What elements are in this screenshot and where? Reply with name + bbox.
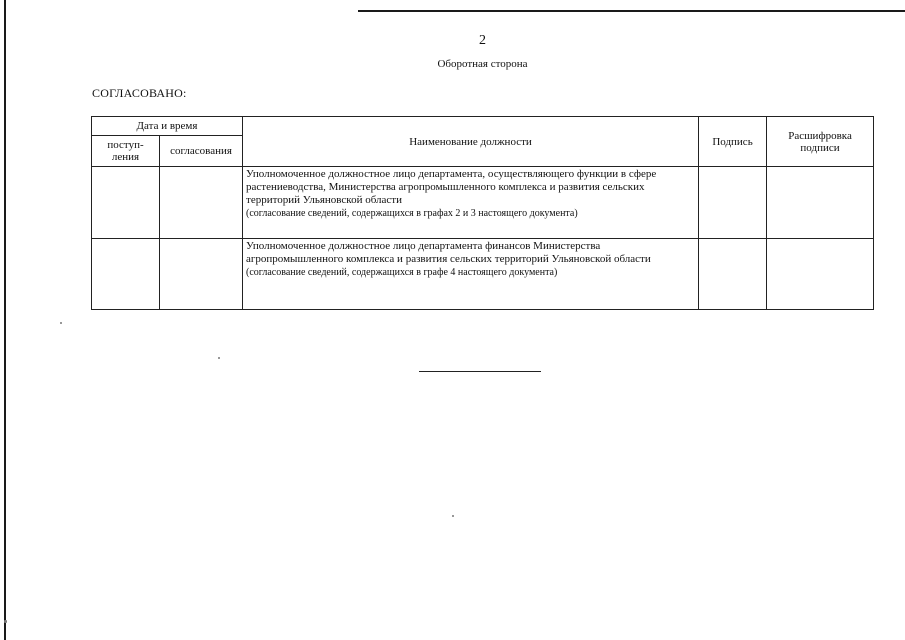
cell-position — [243, 239, 699, 310]
scan-edge-top — [358, 10, 905, 12]
cell-approval — [160, 239, 243, 310]
cell-signature-decoding — [767, 239, 874, 310]
header-approval: согласования — [160, 136, 243, 167]
position-text: Уполномоченное должностное лицо департамента, осуществляющего функции в сфере растениеводства, Министерства агропромышленного комплекса и развития сельских территорий Ульяновской области — [246, 168, 657, 206]
position-text: Уполномоченное должностное лицо департамента финансов Министерства агропромышленного комплекса и развития сельских территорий Ульяновской области — [246, 240, 651, 265]
table-row — [92, 239, 874, 310]
cell-received — [92, 167, 160, 239]
cell-received — [92, 239, 160, 310]
page-number: 2 — [479, 33, 486, 48]
header-position: Наименование должности — [243, 117, 699, 167]
table-header-row — [92, 117, 874, 136]
scan-speck — [4, 620, 7, 623]
cell-approval — [160, 167, 243, 239]
cell-signature — [699, 239, 767, 310]
cell-signature — [699, 167, 767, 239]
header-signature-decoding: Расшифровка подписи — [767, 117, 874, 167]
scan-speck — [452, 515, 454, 517]
scan-speck — [60, 322, 62, 324]
closing-line — [419, 371, 541, 372]
header-datetime: Дата и время — [92, 117, 243, 136]
approval-table — [91, 116, 874, 310]
table-row — [92, 167, 874, 239]
cell-position — [243, 167, 699, 239]
header-signature: Подпись — [699, 117, 767, 167]
header-received: поступ- ления — [92, 136, 160, 167]
scan-edge-left — [4, 0, 6, 640]
page-side-label: Оборотная сторона — [437, 58, 528, 70]
scan-speck — [218, 357, 220, 359]
position-note: (согласование сведений, содержащихся в графах 2 и 3 настоящего документа) — [246, 208, 578, 219]
cell-signature-decoding — [767, 167, 874, 239]
agreed-label: СОГЛАСОВАНО: — [92, 86, 187, 100]
position-note: (согласование сведений, содержащихся в графе 4 настоящего документа) — [246, 267, 558, 278]
